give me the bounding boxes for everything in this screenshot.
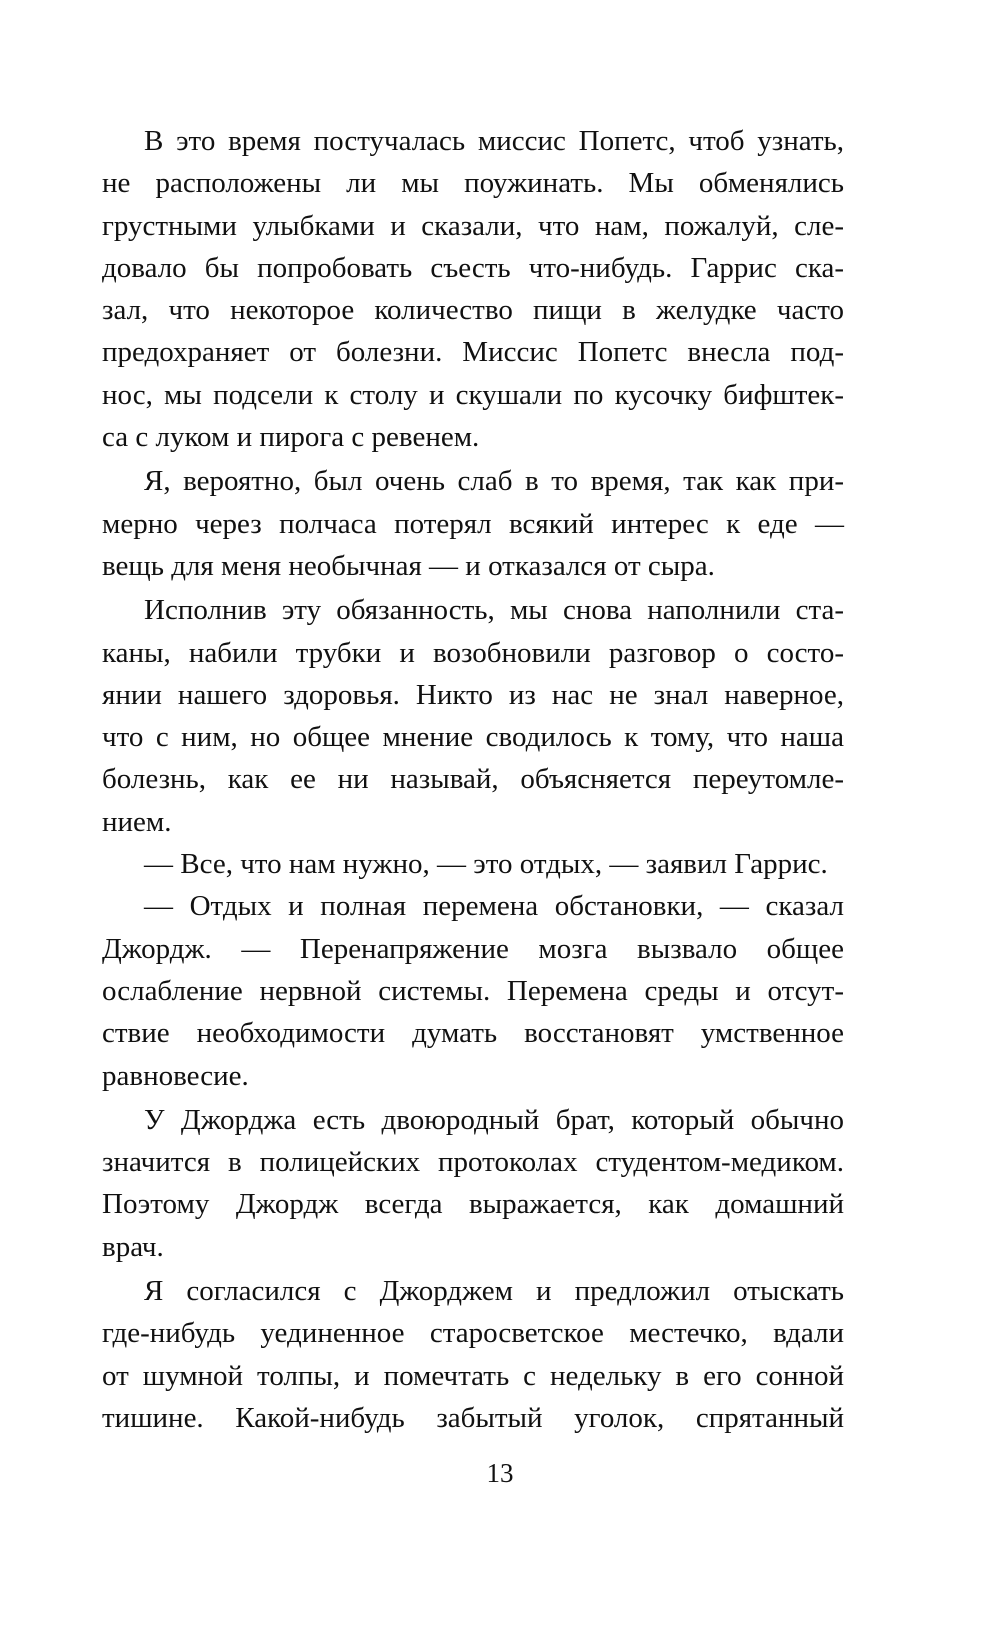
text-line: Исполнив эту обязанность, мы снова наполнили ста- (144, 594, 844, 627)
text-line: тишине. Какой-нибудь забытый уголок, спрятанный (102, 1401, 844, 1434)
text-line: янии нашего здоровья. Никто из нас не знал наверное, (102, 678, 844, 711)
text-line: не расположены ли мы поужинать. Мы обменялись (102, 167, 844, 200)
text-line: довало бы попробовать съесть что-нибудь. Гаррис ска- (102, 251, 844, 284)
text-line: вещь для меня необычная — и отказался от сыра. (102, 549, 715, 582)
text-line: Джордж. — Перенапряжение мозга вызвало общее (102, 932, 844, 965)
text-line: значится в полицейских протоколах студентом-медиком. (102, 1146, 844, 1179)
paragraph-3 (102, 589, 844, 843)
text-line: равновесие. (102, 1059, 249, 1092)
text-line: Я согласился с Джорджем и предложил отыскать (144, 1275, 844, 1308)
text-line: мерно через полчаса потерял всякий интерес к еде — (102, 507, 844, 540)
text-line: врач. (102, 1230, 164, 1263)
text-line: са с луком и пирога с ревенем. (102, 421, 480, 454)
text-line: где-нибудь уединенное старосветское местечко, вдали (102, 1317, 844, 1350)
page-number: 13 (486, 1458, 514, 1488)
text-line: болезнь, как ее ни называй, объясняется переутомле- (102, 763, 844, 796)
text-line: что с ним, но общее мнение сводилось к тому, что наша (102, 721, 844, 754)
paragraph-7 (102, 1270, 844, 1439)
text-line: Поэтому Джордж всегда выражается, как домашний (102, 1188, 844, 1221)
text-line: грустными улыбками и сказали, что нам, пожалуй, сле- (102, 209, 844, 242)
text-line: — Все, что нам нужно, — это отдых, — заявил Гаррис. (144, 848, 828, 881)
paragraph-1 (102, 120, 844, 458)
text-line: — Отдых и полная перемена обстановки, — сказал (144, 890, 844, 923)
text-line: от шумной толпы, и помечтать с недельку в его сонной (102, 1359, 844, 1392)
body-text (102, 120, 844, 1439)
text-line: нос, мы подсели к столу и скушали по кусочку бифштек- (102, 378, 844, 411)
text-line: ослабление нервной системы. Перемена среды и отсут- (102, 974, 844, 1007)
text-line: зал, что некоторое количество пищи в желудке часто (102, 294, 844, 327)
paragraph-5 (102, 885, 844, 1096)
text-line: ствие необходимости думать восстановят умственное (102, 1017, 844, 1050)
text-line: У Джорджа есть двоюродный брат, который обычно (144, 1103, 844, 1136)
text-line: В это время постучалась миссис Попетс, чтоб узнать, (144, 125, 844, 157)
paragraph-6 (102, 1099, 844, 1268)
text-line: Я, вероятно, был очень слаб в то время, так как при- (144, 465, 844, 498)
paragraph-2 (102, 460, 844, 587)
text-line: нием. (102, 805, 172, 838)
text-line: каны, набили трубки и возобновили разговор о состо- (102, 636, 844, 669)
text-line: предохраняет от болезни. Миссис Попетс внесла под- (102, 336, 844, 369)
paragraph-4 (102, 843, 844, 885)
